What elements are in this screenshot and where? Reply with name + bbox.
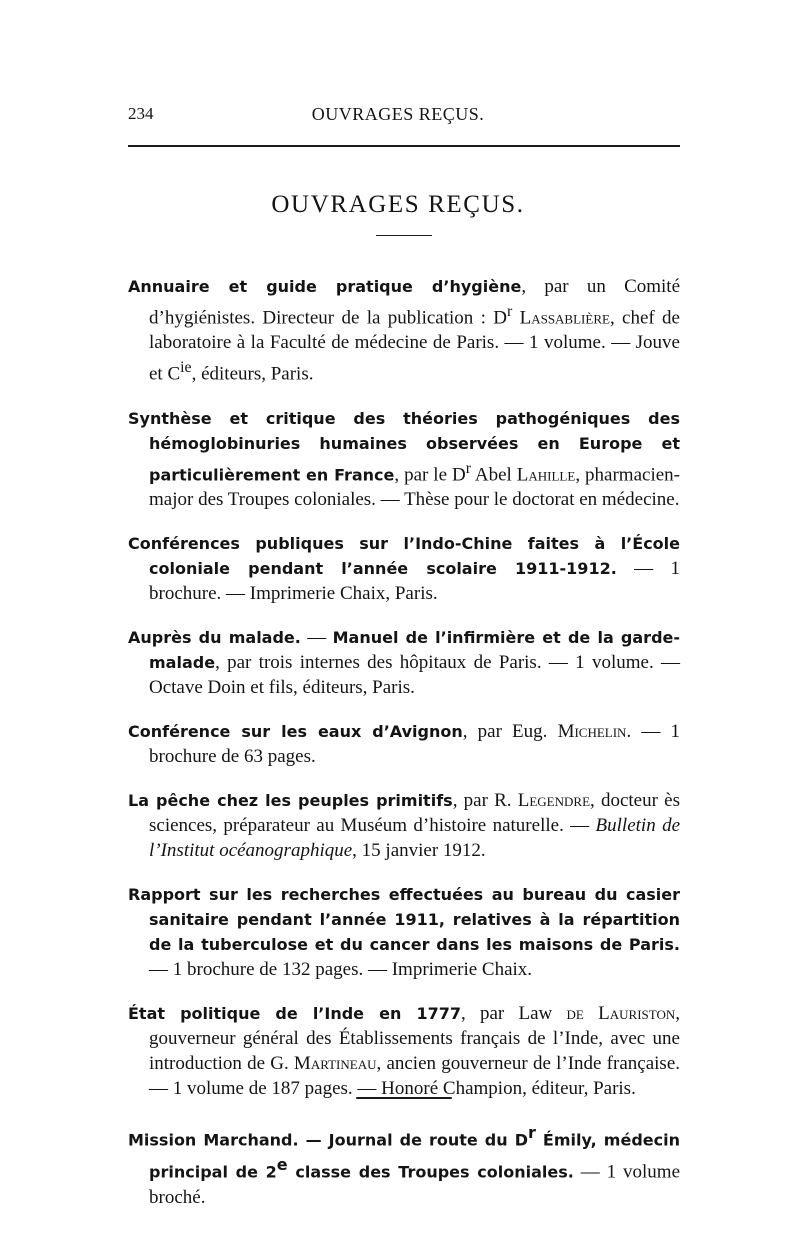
entry-text: — 1 brochure de 132 pages. — Imprimerie Chaix. <box>149 958 533 980</box>
entry-text: — <box>300 626 333 648</box>
entry <box>128 274 680 387</box>
publication-title: Bulletin de l’Institut océanographique <box>149 814 680 861</box>
entry-title: Mission Marchand. — Journal de route du D <box>128 1130 528 1150</box>
entry <box>128 406 680 512</box>
entry-text: — 1 brochure. — Imprimerie Chaix, Paris. <box>149 557 681 604</box>
entry-text: , par un Comité d’hygiénistes. Directeur de la publication : D <box>149 276 681 329</box>
entry-text: , éditeurs, Paris. <box>191 363 314 385</box>
end-rule <box>356 1097 452 1099</box>
entry <box>128 531 680 606</box>
author-name: Lassablière <box>519 307 610 329</box>
entry-text: , gouverneur général des Établissements français de l’Inde, avec une introduction de G. <box>149 1002 680 1074</box>
entry-text: , par le D <box>394 463 466 485</box>
entry-title: Synthèse et critique des théories pathogéniques des hémoglobinuries humaines observées en Europe et particulièrement en France <box>128 408 680 484</box>
entry <box>128 719 680 769</box>
author-name: Lahille <box>516 463 576 485</box>
author-name: Legendre <box>517 789 591 811</box>
entry-text: , par trois internes des hôpitaux de Paris. — 1 volume. — Octave Doin et fils, éditeurs, Paris. <box>149 651 680 698</box>
entry-title: classe des Troupes coloniales. <box>287 1162 574 1182</box>
entry-title: Manuel de l’infirmière et de la garde-malade <box>149 627 681 672</box>
entry-text: , par R. <box>452 789 518 811</box>
entry-text: , 15 janvier 1912. <box>352 839 486 861</box>
superscript-text: r <box>527 1122 536 1142</box>
author-name: Michelin <box>557 720 627 742</box>
entry-title: Émily, médecin principal de 2 <box>149 1130 680 1182</box>
entry <box>128 882 680 982</box>
author-name: Martineau <box>293 1052 377 1074</box>
entry-title: La pêche chez les peuples primitifs <box>128 790 453 810</box>
header-rule <box>128 145 680 147</box>
entry-title: Conférence sur les eaux d’Avignon <box>128 721 463 741</box>
entry-title: Annuaire et guide pratique d’hygiène <box>128 277 522 296</box>
entry-text: — 1 volume broché. <box>149 1161 681 1208</box>
superscript-text: r <box>465 459 471 477</box>
entry-title: État politique de l’Inde en 1777 <box>128 1003 461 1023</box>
section-title: OUVRAGES REÇUS. <box>271 191 525 218</box>
entry-title: Conférences publiques sur l’Indo-Chine faites à l’École coloniale pendant l’année scolaire 1911-1912. <box>128 533 680 578</box>
superscript-text: ie <box>180 359 192 377</box>
entry-text: , par Law <box>460 1002 567 1024</box>
entry <box>128 625 680 700</box>
entry-text: , pharmacien-major des Troupes coloniales. — Thèse pour le doctorat en médecine. <box>149 463 680 510</box>
superscript-text: e <box>276 1155 288 1175</box>
entry-text <box>512 307 519 328</box>
title-rule <box>376 235 432 236</box>
entry-text: , chef de laboratoire à la Faculté de médecine de Paris. — 1 volume. — Jouve et C <box>149 307 680 385</box>
superscript-text: r <box>506 303 513 320</box>
running-header <box>128 104 668 126</box>
entry <box>128 788 680 863</box>
entry-text: . — 1 brochure de 63 pages. <box>149 720 680 767</box>
entry-text: Abel <box>470 463 517 485</box>
entry-text: , ancien gouverneur de l’Inde française. — 1 volume de 187 pages. — Honoré Champion, éditeur, Paris. <box>149 1052 680 1099</box>
entry <box>128 1001 680 1101</box>
entry-text: , docteur ès sciences, préparateur au Muséum d’histoire naturelle. — <box>149 789 680 836</box>
entry <box>128 1120 680 1210</box>
running-title: OUVRAGES REÇUS. <box>311 104 485 124</box>
author-name: de Lauriston <box>566 1002 676 1024</box>
entry-text: , par Eug. <box>462 720 558 742</box>
entry-title: Auprès du malade. <box>128 627 301 647</box>
page-number: 234 <box>128 104 154 123</box>
entry-list <box>128 255 680 1225</box>
entry-title: Rapport sur les recherches effectuées au bureau du casier sanitaire pendant l’année 1911, relatives à la répartition de la tuberculose et du cancer dans les maisons de Paris. <box>128 884 680 954</box>
